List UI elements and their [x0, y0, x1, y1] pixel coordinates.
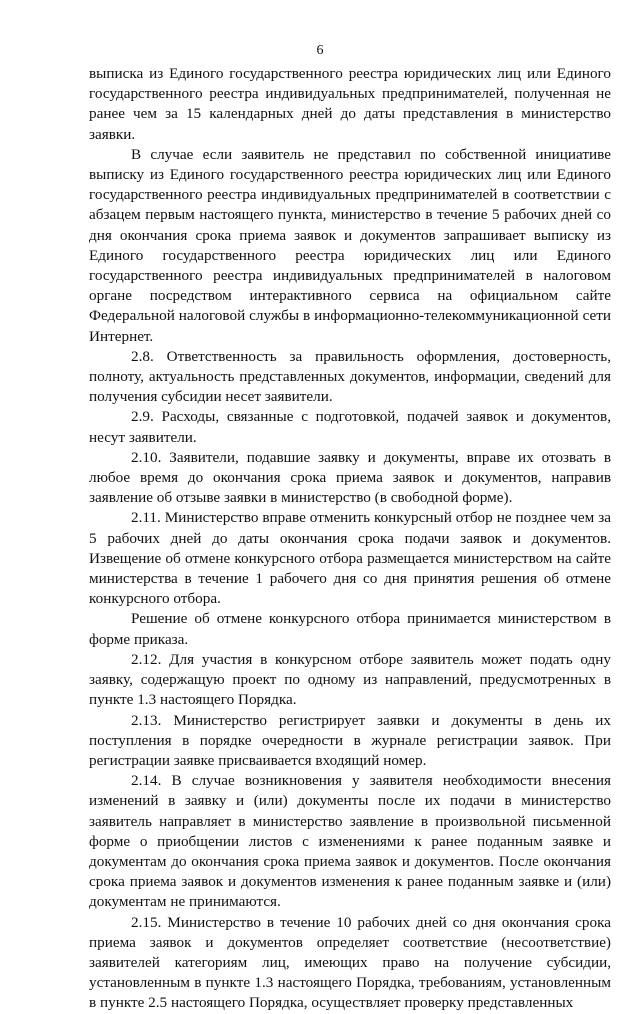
paragraph-2-11: 2.11. Министерство вправе отменить конкурсный отбор не позднее чем за 5 рабочих дней до даты окончания срока подачи заявок и документов. Извещение об отмене конкурсного отбора размещается министерством на сайте министерства в течение 1 рабочего дня со дня принятия решения об отмене конкурсного отбора. — [89, 509, 611, 608]
page-number: 6 — [316, 43, 324, 58]
paragraph-2-12: 2.12. Для участия в конкурсном отборе заявитель может подать одну заявку, содержащую проект по одному из направлений, предусмотренных в пункте 1.3 настоящего Порядка. — [89, 650, 611, 709]
paragraph-cancellation-decision: Решение об отмене конкурсного отбора принимается министерством в форме приказа. — [89, 610, 611, 648]
paragraph-extract-request: В случае если заявитель не представил по собственной инициативе выписку из Единого государственного реестра юридических лиц или Единого государственного реестра индивидуальных предпринимателей в соответствии с абзацем первым настоящего пункта, министерство в течение 5 рабочих дней со дня окончания срока приема заявок и документов запрашивает выписку из Единого государственного реестра юридических лиц или Единого государственного реестра индивидуальных предпринимателей в налоговом органе посредством интерактивного сервиса на официальном сайте Федеральной налоговой службы в информационно-телекоммуникационной сети Интернет. — [89, 145, 611, 345]
paragraph-extract-continuation: выписка из Единого государственного реестра юридических лиц или Единого государственного реестра индивидуальных предпринимателей, полученная не ранее чем за 15 календарных дней до даты представления в министерство заявки. — [89, 65, 611, 143]
paragraph-2-13: 2.13. Министерство регистрирует заявки и документы в день их поступления в порядке очередности в журнале регистрации заявок. При регистрации заявке присваивается входящий номер. — [89, 711, 611, 769]
paragraph-2-14: 2.14. В случае возникновения у заявителя необходимости внесения изменений в заявку и (или) документы после их подачи в министерство заявитель направляет в министерство заявление в произвольной письменной форме о приобщении листов с изменениями к ранее поданным заявке и документам до окончания срока приема заявок и документов. После окончания срока приема заявок и документов изменения к ранее поданным заявке и (или) документам не принимаются. — [89, 772, 611, 911]
document-body — [89, 64, 611, 1014]
paragraph-2-9: 2.9. Расходы, связанные с подготовкой, подачей заявок и документов, несут заявители. — [89, 408, 611, 446]
paragraph-2-15: 2.15. Министерство в течение 10 рабочих дней со дня окончания срока приема заявок и документов определяет соответствие (несоответствие) заявителей категориям лиц, имеющих право на получение субсидии, установленным в пункте 1.3 настоящего Порядка, требованиям, установленным в пункте 2.5 настоящего Порядка, осуществляет проверку представленных — [89, 913, 611, 1012]
paragraph-2-8: 2.8. Ответственность за правильность оформления, достоверность, полноту, актуальность представленных документов, информации, сведений для получения субсидии несет заявители. — [89, 347, 611, 406]
paragraph-2-10: 2.10. Заявители, подавшие заявку и документы, вправе их отозвать в любое время до окончания срока приема заявок и документов, направив заявление об отзыве заявки в министерство (в свободной форме). — [89, 448, 611, 507]
